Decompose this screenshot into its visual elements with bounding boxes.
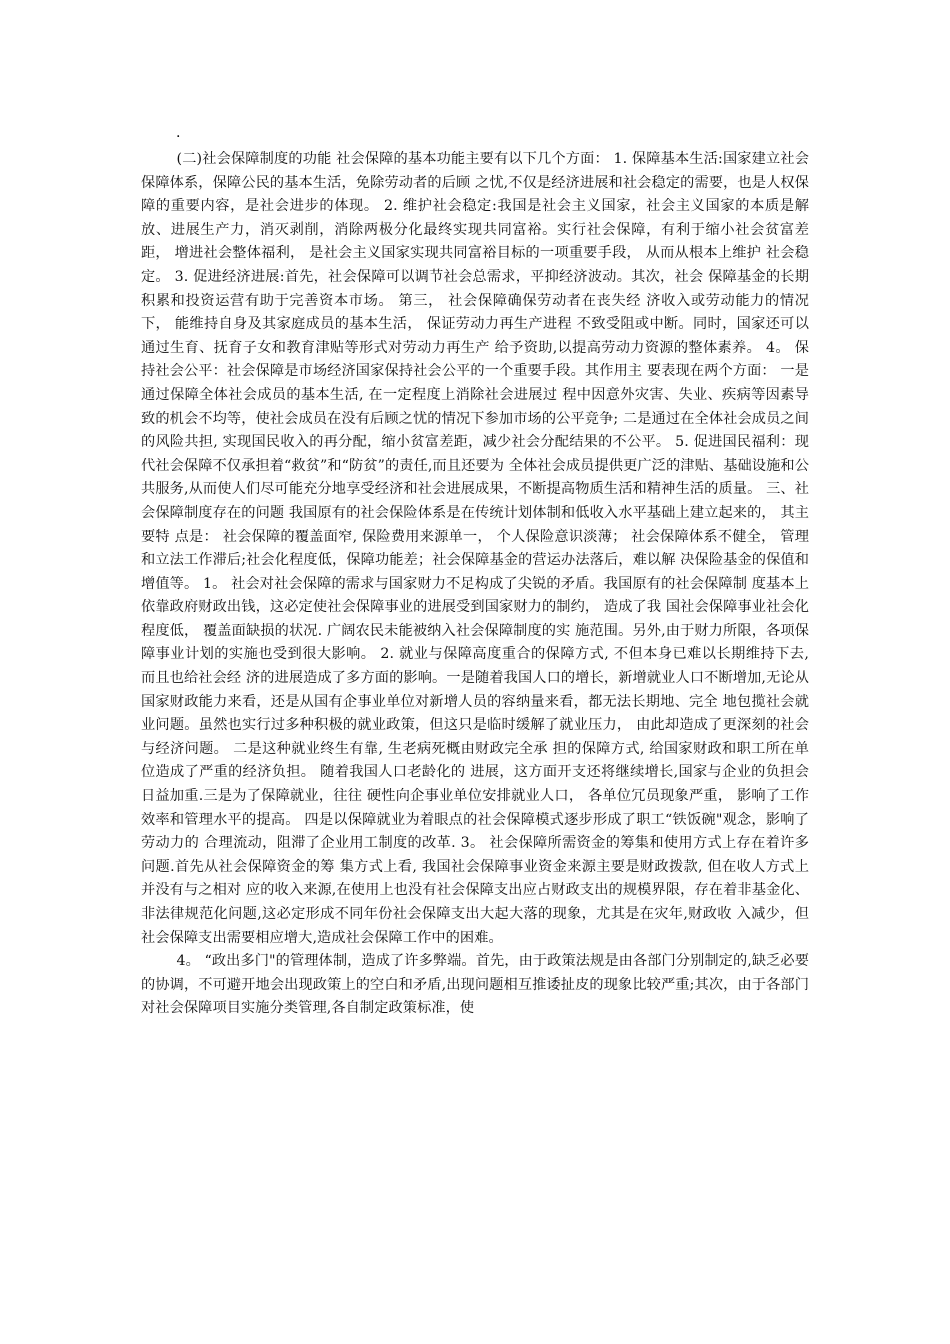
paragraph-1: (二)社会保障制度的功能 社会保障的基本功能主要有以下几个方面： 1. 保障基本生活:国家建立社会保障体系，保障公民的基本生活，免除劳动者的后顾 之忧,不仅是经济进展和社会稳定的需要，也是人权保障的重要内容，是社会进步的体现。 2. 维护社会稳定:我国是社会主义国家，社会主义国家的本质是解放、进展生产力，消灭剥削，消除两极分化最终实现共同富裕。实行社会保障，有利于缩小社会贫富差距， 增进社会整体福利， 是社会主义国家实现共同富裕目标的一项重要手段， 从而从根本上维护 社会稳定。 3. 促进经济进展:首先，社会保障可以调节社会总需求，平抑经济波动。其次，社会 保障基金的长期积累和投资运营有助于完善资本市场。 第三， 社会保障确保劳动者在丧失经 济收入或劳动能力的情况下， 能维持自身及其家庭成员的基本生活， 保证劳动力再生产进程 不致受阻或中断。同时，国家还可以通过生育、抚育子女和教育津贴等形式对劳动力再生产 给予资助,以提高劳动力资源的整体素养。 4。 保持社会公平：社会保障是市场经济国家保持社会公平的一个重要手段。其作用主 要表现在两个方面： 一是通过保障全体社会成员的基本生活, 在一定程度上消除社会进展过 程中因意外灾害、失业、疾病等因素导致的机会不均等，使社会成员在没有后顾之忧的情况下参加市场的公平竞争; 二是通过在全体社会成员之间的风险共担, 实现国民收入的再分配，缩小贫富差距，减少社会分配结果的不公平。 5. 促进国民福利：现代社会保障不仅承担着“救贫”和“防贫”的责任,而且还要为 全体社会成员提供更广泛的津贴、基础设施和公共服务,从而使人们尽可能充分地享受经济和社会进展成果，不断提高物质生活和精神生活的质量。 三、社会保障制度存在的问题 我国原有的社会保险体系是在传统计划体制和低收入水平基础上建立起来的， 其主要特 点是： 社会保障的覆盖面窄, 保险费用来源单一， 个人保险意识淡薄； 社会保障体系不健全， 管理和立法工作滞后;社会化程度低，保障功能差；社会保障基金的营运办法落后，难以解 决保险基金的保值和增值等。 1。 社会对社会保障的需求与国家财力不足构成了尖锐的矛盾。我国原有的社会保障制 度基本上依靠政府财政出钱，这必定使社会保障事业的进展受到国家财力的制约， 造成了我 国社会保障事业社会化程度低， 覆盖面缺损的状况. 广阔农民未能被纳入社会保障制度的实 施范围。另外,由于财力所限，各项保障事业计划的实施也受到很大影响。 2. 就业与保障高度重合的保障方式, 不但本身已难以长期维持下去, 而且也给社会经 济的进展造成了多方面的影响。一是随着我国人口的增长，新增就业人口不断增加,无论从 国家财政能力来看，还是从国有企事业单位对新增人员的容纳量来看，都无法长期地、完全 地包揽社会就业问题。虽然也实行过多种积极的就业政策，但这只是临时缓解了就业压力， 由此却造成了更深刻的社会与经济问题。 二是这种就业终生有靠, 生老病死概由财政完全承 担的保障方式, 给国家财政和职工所在单位造成了严重的经济负担。 随着我国人口老龄化的 进展，这方面开支还将继续增长,国家与企业的负担会日益加重.三是为了保障就业，往往 硬性向企事业单位安排就业人口， 各单位冗员现象严重， 影响了工作效率和管理水平的提高。 四是以保障就业为着眼点的社会保障模式逐步形成了职工“铁饭碗"观念，影响了劳动力的 合理流动，阻滞了企业用工制度的改革. 3。 社会保障所需资金的筹集和使用方式上存在着许多问题.首先从社会保障资金的筹 集方式上看, 我国社会保障事业资金来源主要是财政拨款, 但在收人方式上并没有与之相对 应的收入来源,在使用上也没有社会保障支出应占财政支出的规模界限，存在着非基金化、 非法律规范化问题,这必定形成不同年份社会保障支出大起大落的现象，尤其是在灾年,财政收 入减少，但社会保障支出需要相应增大,造成社会保障工作中的困难。 [141,151,809,946]
page-marker: . [176,125,181,141]
document-body [141,148,809,1021]
paragraph-2: 4。 “政出多门"的管理体制，造成了许多弊端。首先，由于政策法规是由各部门分别制定的,缺乏必要的协调，不可避开地会出现政策上的空白和矛盾,出现问题相互推诿扯皮的现象比较严重;其次，由于各部门对社会保障项目实施分类管理,各自制定政策标准，使 [141,953,809,1017]
